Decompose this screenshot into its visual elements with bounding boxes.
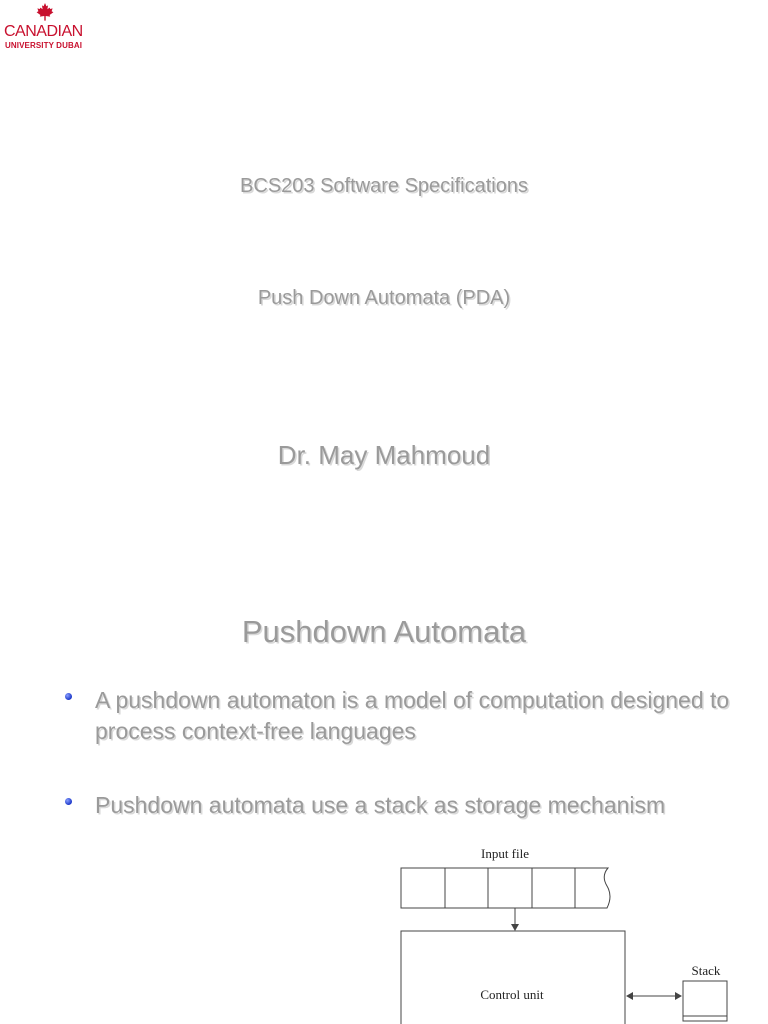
bullet-text: A pushdown automaton is a model of computation designed to process context-free languages <box>95 687 730 744</box>
university-logo <box>4 2 88 54</box>
tape-to-control-arrow <box>511 908 519 931</box>
lecture-subtitle: Push Down Automata (PDA) <box>257 287 511 309</box>
maple-leaf-icon <box>35 2 55 22</box>
control-stack-arrow <box>626 992 682 1000</box>
pda-diagram <box>395 840 735 1024</box>
input-file-label: Input file <box>480 846 530 861</box>
logo-text-university: UNIVERSITY DUBAI <box>5 41 83 50</box>
bullet-item <box>95 685 735 747</box>
control-unit-label: Control unit <box>480 987 544 1002</box>
control-unit-box <box>401 931 625 1024</box>
bullet-text: Pushdown automata use a stack as storage mechanism <box>95 792 666 818</box>
author-name: Dr. May Mahmoud <box>277 440 491 470</box>
bullet-item <box>95 790 735 821</box>
stack-label: Stack <box>691 963 721 978</box>
input-tape <box>401 868 610 908</box>
stack-box <box>683 981 727 1021</box>
bullet-dot-icon <box>65 693 72 700</box>
slide-title: Pushdown Automata <box>241 614 527 649</box>
bullet-dot-icon <box>65 798 72 805</box>
logo-text-canadian: CANADIAN <box>4 23 83 40</box>
course-title: BCS203 Software Specifications <box>240 175 528 197</box>
